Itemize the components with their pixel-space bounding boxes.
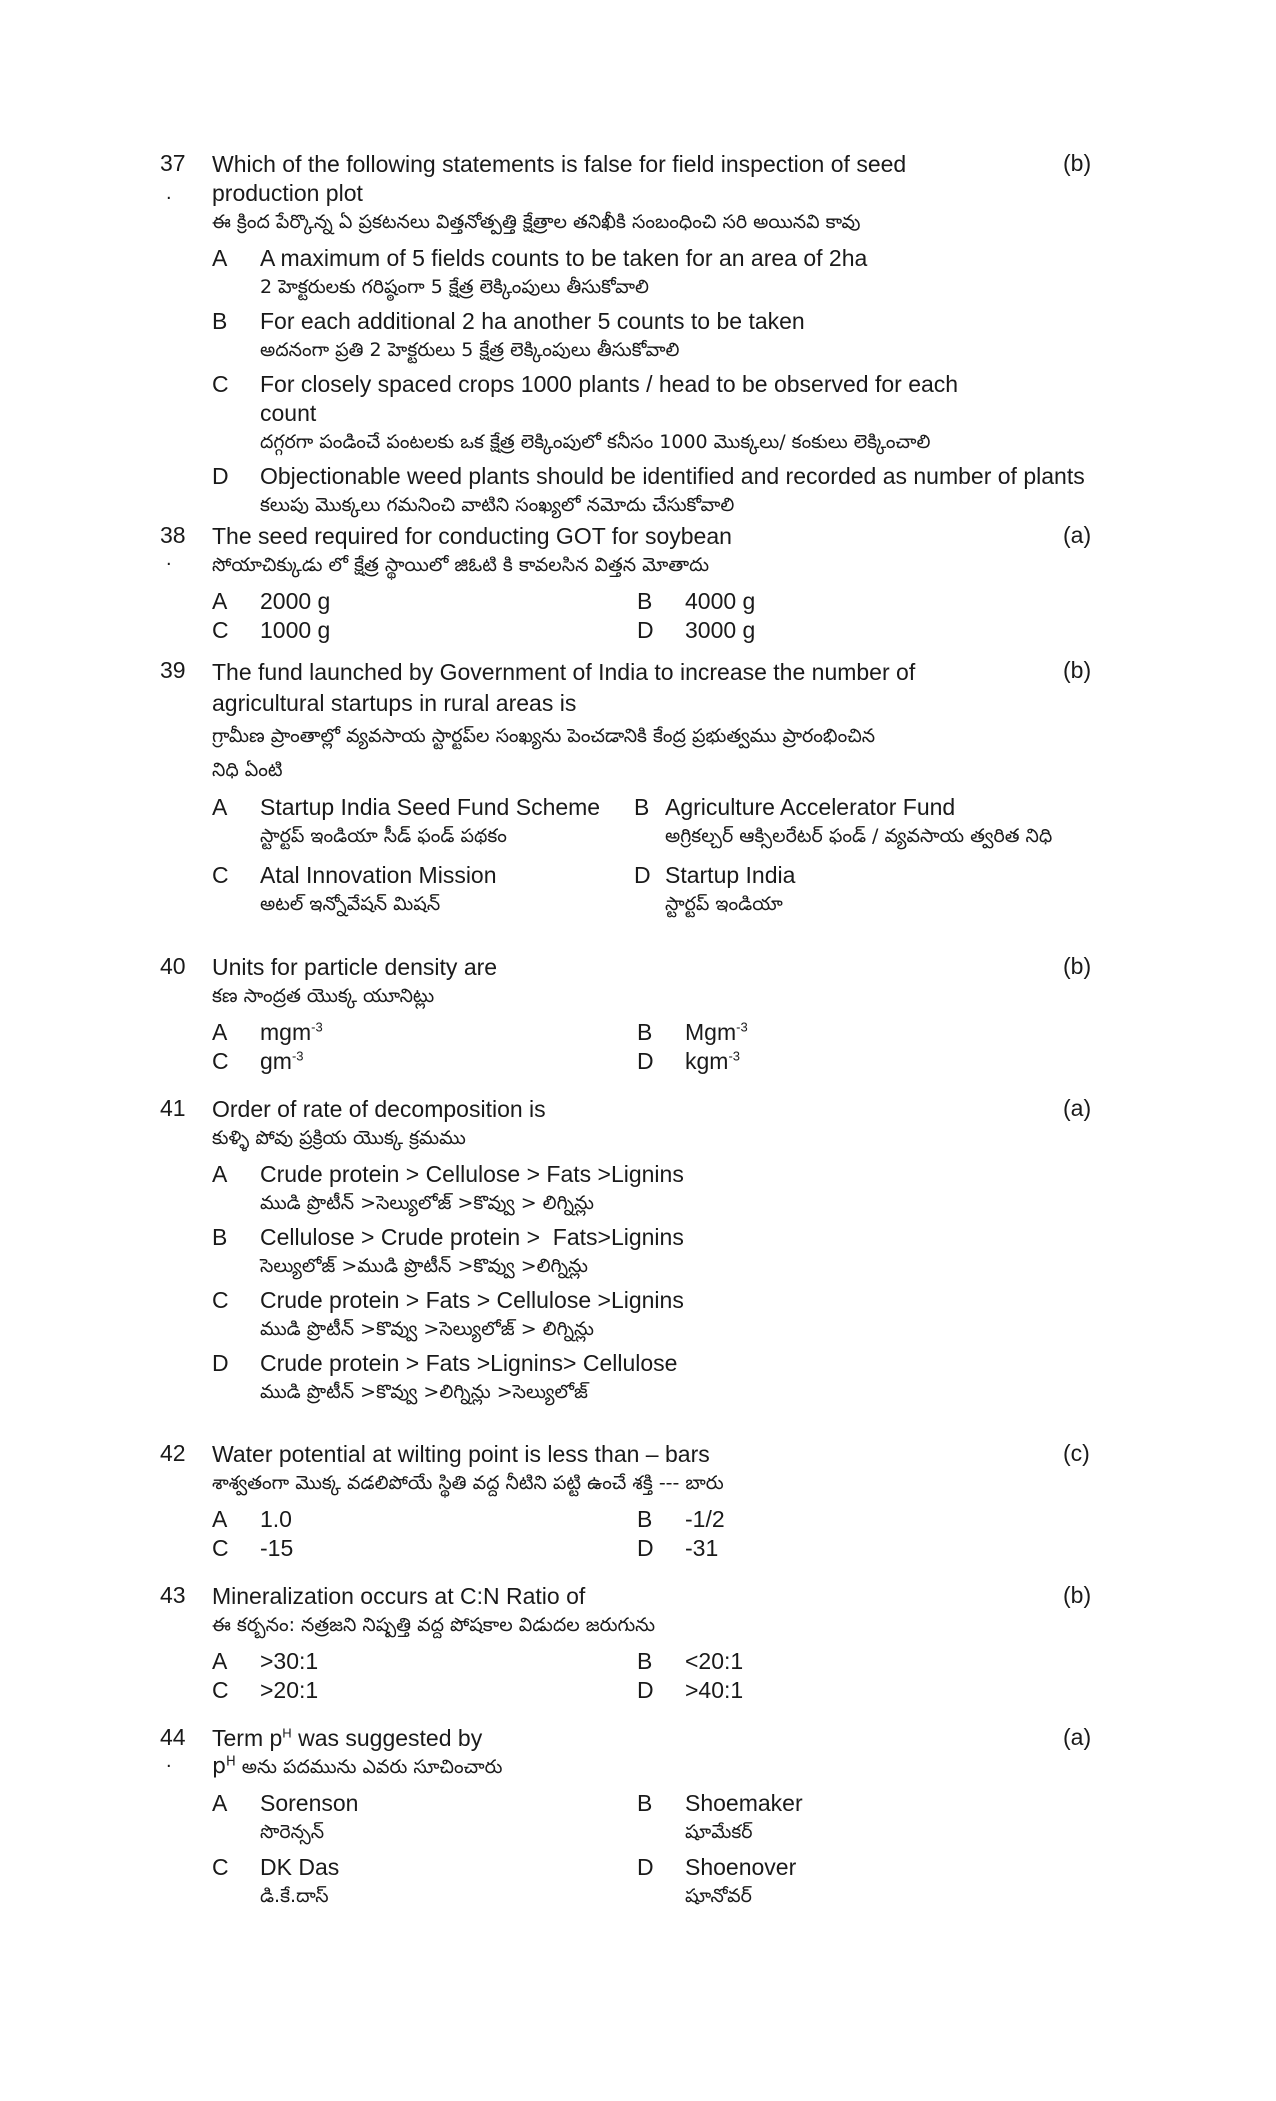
- question-text-en-line2: agricultural startups in rural areas is: [212, 690, 577, 716]
- option-text-te: కలుపు మొక్కలు గమనించి వాటిని సంఖ్యలో నమోదు చేసుకోవాలి: [260, 494, 735, 516]
- option-letter: C: [212, 862, 229, 888]
- question-text-en: Term $p^H$ was suggested by: [212, 1725, 483, 1751]
- option-d: [212, 1349, 1002, 1406]
- question-number: 40: [160, 953, 186, 979]
- option-unit: [685, 1047, 740, 1076]
- option-text-en: Atal Innovation Mission: [260, 862, 497, 888]
- option-letter: A: [212, 1019, 228, 1045]
- option-text-en: <20:1: [685, 1648, 744, 1674]
- option-text-en: Shoemaker: [685, 1790, 803, 1816]
- option-text-en: A maximum of 5 fields counts to be taken for an area of 2ha: [260, 245, 868, 271]
- options-list: [212, 1160, 1002, 1406]
- option-letter: C: [212, 617, 229, 643]
- option-d: [212, 462, 1085, 519]
- answer-key: (a): [1063, 1095, 1092, 1121]
- option-a: [212, 1160, 1002, 1217]
- option-text-te: షూమేకర్: [685, 1821, 753, 1843]
- question-text-en-line1: The fund launched by Government of India to increase the number of: [212, 659, 916, 685]
- option-letter: D: [212, 463, 229, 489]
- unit-base: kgm: [685, 1048, 729, 1074]
- question-text-en: Units for particle density are: [212, 954, 498, 980]
- option-text-te: అటల్ ఇన్నోవేషన్ మిషన్: [260, 893, 441, 915]
- option-letter: D: [637, 1854, 654, 1880]
- option-text-te: అదనంగా ప్రతి 2 హెక్టరులు 5 క్షేత్ర లెక్కింపులు తీసుకోవాలి: [260, 339, 680, 361]
- option-text-en: Shoenover: [685, 1854, 797, 1880]
- option-c: [212, 370, 1002, 456]
- options-grid: [212, 1505, 1002, 1563]
- option-letter: C: [212, 371, 229, 397]
- option-letter: D: [637, 1535, 654, 1561]
- option-text-en: 3000 g: [685, 617, 756, 643]
- option-text-te: స్టార్టప్ ఇండియా సీడ్ ఫండ్ పథకం: [260, 825, 507, 847]
- option-text-en: -1/2: [685, 1506, 725, 1532]
- unit-base: Mgm: [685, 1019, 737, 1045]
- option-text-te: సెల్యులోజ్ >ముడి ప్రొటీన్ >కొవ్వు >లిగ్నిన్లు: [260, 1255, 588, 1277]
- option-letter: C: [212, 1048, 229, 1074]
- option-c: [212, 1286, 1002, 1343]
- option-letter: B: [212, 1224, 228, 1250]
- options-grid: [212, 1647, 1002, 1705]
- answer-key: (a): [1063, 1724, 1092, 1750]
- option-letter: A: [212, 245, 228, 271]
- question-text-te: కణ సాంద్రత యొక్క యూనిట్లు: [212, 985, 435, 1007]
- question-text-te: సోయాచిక్కుడు లో క్షేత్ర స్థాయిలో జిఓటి కి కావలసిన విత్తన మోతాదు: [212, 554, 710, 576]
- option-letter: B: [212, 308, 228, 334]
- question-text-te: ఈ కర్బనం: నత్రజని నిష్పత్తి వద్ద పోషకాల విడుదల జరుగును: [212, 1614, 656, 1636]
- question-text-en: Mineralization occurs at C:N Ratio of: [212, 1583, 586, 1609]
- question-number: 38: [160, 522, 186, 548]
- option-text-en: Agriculture Accelerator Fund: [665, 794, 956, 820]
- option-text-te: అగ్రికల్చర్ ఆక్సిలరేటర్ ఫండ్ / వ్యవసాయ త్వరిత నిధి: [665, 825, 1053, 847]
- option-unit: [685, 1018, 748, 1047]
- option-text-en: Startup India Seed Fund Scheme: [260, 794, 601, 820]
- option-text-en: 1000 g: [260, 617, 331, 643]
- option-text-te: షూనోవర్: [685, 1885, 752, 1907]
- option-text-en: Crude protein > Cellulose > Fats >Lignins: [260, 1161, 684, 1187]
- option-text-en: 2000 g: [260, 588, 331, 614]
- unit-base: mgm: [260, 1019, 312, 1045]
- option-text-en: DK Das: [260, 1854, 340, 1880]
- question-text-te-line1: గ్రామీణ ప్రాంతాల్లో వ్యవసాయ స్టార్టప్‌ల సంఖ్యను పెంచడానికి కేంద్ర ప్రభుత్వము ప్రారంభించిన: [212, 725, 876, 747]
- question-number: 37: [160, 150, 186, 176]
- option-letter: D: [634, 862, 651, 888]
- option-letter: A: [212, 1161, 228, 1187]
- option-letter: B: [637, 1790, 653, 1816]
- question-text-te: $p^H$ అను పదమును ఎవరు సూచించారు: [212, 1754, 503, 1779]
- options-grid: [212, 587, 1002, 645]
- option-letter: D: [637, 1677, 654, 1703]
- option-text-en: 4000 g: [685, 588, 756, 614]
- option-text-en: Crude protein > Fats >Lignins> Cellulose: [260, 1350, 678, 1376]
- option-letter: D: [212, 1350, 229, 1376]
- option-letter: B: [634, 794, 650, 820]
- question-text-en: Which of the following statements is false for field inspection of seed production plot: [212, 151, 907, 206]
- option-text-en: For each additional 2 ha another 5 counts to be taken: [260, 308, 805, 334]
- option-letter: C: [212, 1535, 229, 1561]
- question-number: 42: [160, 1440, 186, 1466]
- option-b: [212, 1223, 1002, 1280]
- question-text-te: ఈ క్రింద పేర్కొన్న ఏ ప్రకటనలు విత్తనోత్పత్తి క్షేత్రాల తనిఖీకి సంబంధించి సరి అయినవి కావు: [212, 211, 861, 233]
- answer-key: (b): [1063, 1582, 1092, 1608]
- options-grid: [212, 1018, 1002, 1076]
- question-number: 43: [160, 1582, 186, 1608]
- question-text-te: కుళ్ళి పోవు ప్రక్రియ యొక్క క్రమము: [212, 1127, 466, 1149]
- question-number-dot: .: [166, 548, 172, 570]
- option-text-en: Crude protein > Fats > Cellulose >Lignins: [260, 1287, 684, 1313]
- answer-key: (b): [1063, 657, 1092, 683]
- option-letter: C: [212, 1287, 229, 1313]
- answer-key: (b): [1063, 150, 1092, 176]
- options-list: [212, 244, 1085, 519]
- option-text-te: 2 హెక్టరులకు గరిష్ఠంగా 5 క్షేత్ర లెక్కింపులు తీసుకోవాలి: [260, 276, 649, 298]
- option-text-te: ముడి ప్రొటీన్ >సెల్యులోజ్ >కొవ్వు > లిగ్నిన్లు: [260, 1192, 594, 1214]
- unit-exponent: -3: [311, 1019, 323, 1035]
- option-letter: A: [212, 1790, 228, 1816]
- unit-exponent: -3: [291, 1048, 304, 1064]
- option-text-te: సొరెన్సన్: [260, 1821, 325, 1843]
- option-letter: A: [212, 1506, 228, 1532]
- options-grid: [212, 1789, 1002, 1917]
- option-text-en: For closely spaced crops 1000 plants / head to be observed for each count: [260, 371, 959, 426]
- unit-base: gm: [260, 1048, 292, 1074]
- question-text-en: The seed required for conducting GOT for soybean: [212, 523, 732, 549]
- option-text-en: Cellulose > Crude protein > Fats>Lignins: [260, 1224, 684, 1250]
- option-text-te: స్టార్టప్ ఇండియా: [665, 893, 783, 915]
- option-letter: A: [212, 794, 228, 820]
- option-text-te: డి.కే.దాస్: [260, 1885, 329, 1907]
- answer-key: (c): [1063, 1440, 1090, 1466]
- option-letter: A: [212, 1648, 228, 1674]
- question-number: 44: [160, 1724, 186, 1750]
- option-text-te: ముడి ప్రొటీన్ >కొవ్వు >లిగ్నిన్లు >సెల్యులోజ్: [260, 1381, 588, 1403]
- option-b: [212, 307, 1002, 364]
- unit-exponent: -3: [728, 1048, 741, 1064]
- option-text-en: >40:1: [685, 1677, 744, 1703]
- question-number: 41: [160, 1095, 186, 1121]
- option-unit: [260, 1047, 304, 1076]
- option-letter: B: [637, 1648, 653, 1674]
- question-number-dot: .: [166, 1750, 172, 1772]
- option-unit: [260, 1018, 323, 1047]
- option-text-en: -31: [685, 1535, 719, 1561]
- option-text-en: >20:1: [260, 1677, 319, 1703]
- option-text-en: -15: [260, 1535, 294, 1561]
- question-number-dot: .: [166, 182, 172, 204]
- option-letter: B: [637, 1019, 653, 1045]
- option-text-en: Objectionable weed plants should be identified and recorded as number of plants: [260, 463, 1085, 489]
- option-text-te: దగ్గరగా పండించే పంటలకు ఒక క్షేత్ర లెక్కింపులో కనీసం 1000 మొక్కలు/ కంకులు లెక్కించాలి: [260, 431, 931, 453]
- question-text-en: Order of rate of decomposition is: [212, 1096, 546, 1122]
- option-text-en: Startup India: [665, 862, 796, 888]
- option-letter: C: [212, 1854, 229, 1880]
- unit-exponent: -3: [736, 1019, 748, 1035]
- question-text-en: Water potential at wilting point is less than – bars: [212, 1441, 710, 1467]
- option-letter: B: [637, 1506, 653, 1532]
- question-text-te: శాశ్వతంగా మొక్క వడలిపోయే స్థితి వద్ద నీటిని పట్టి ఉంచే శక్తి --- బారు: [212, 1472, 724, 1494]
- option-letter: B: [637, 588, 653, 614]
- option-letter: D: [637, 1048, 654, 1074]
- answer-key: (b): [1063, 953, 1092, 979]
- option-text-en: Sorenson: [260, 1790, 359, 1816]
- option-text-en: 1.0: [260, 1506, 292, 1532]
- option-letter: D: [637, 617, 654, 643]
- option-a: [212, 244, 1002, 301]
- options-grid: [212, 793, 1053, 925]
- option-text-en: >30:1: [260, 1648, 319, 1674]
- option-text-te: ముడి ప్రొటీన్ >కొవ్వు >సెల్యులోజ్ > లిగ్నిన్లు: [260, 1318, 594, 1340]
- option-letter: A: [212, 588, 228, 614]
- question-number: 39: [160, 657, 186, 683]
- option-letter: C: [212, 1677, 229, 1703]
- question-text-te-line2: నిధి ఏంటి: [212, 759, 283, 781]
- answer-key: (a): [1063, 522, 1092, 548]
